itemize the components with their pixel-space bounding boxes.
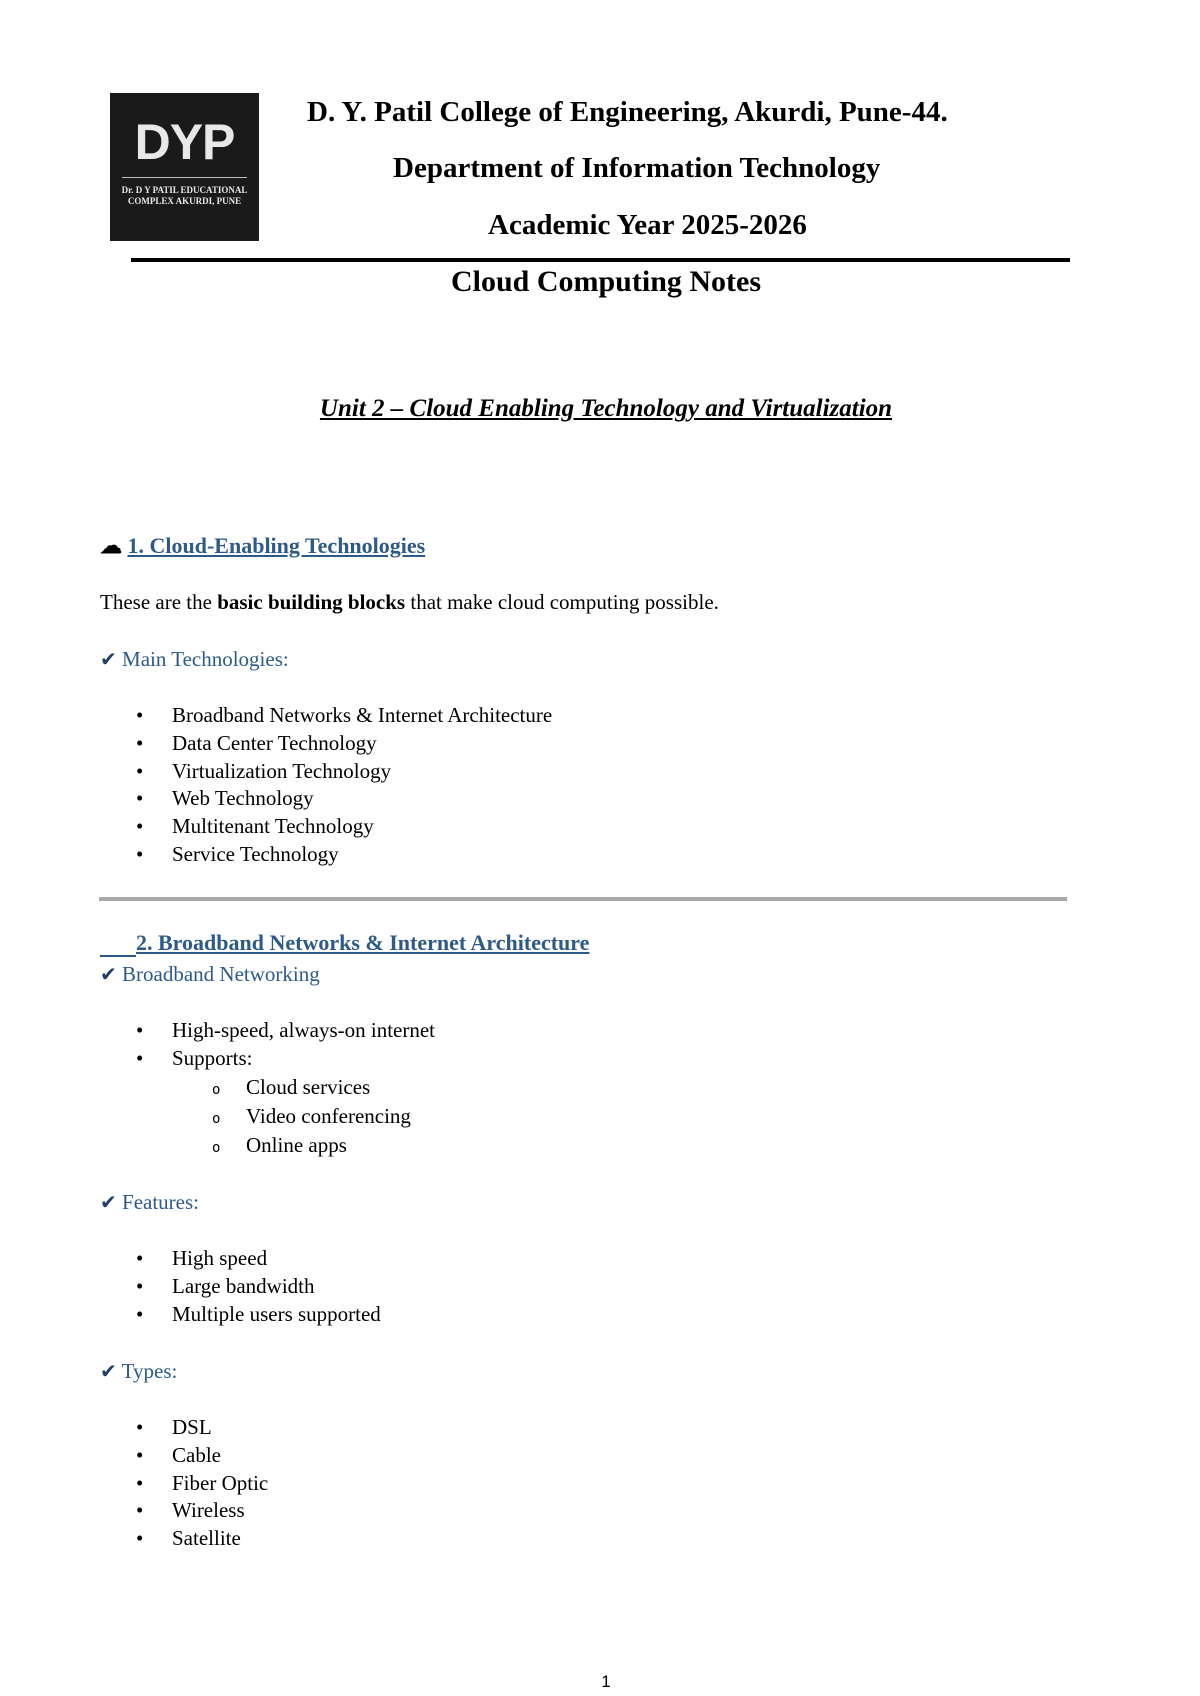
sublist-item: o Cloud services (100, 1073, 411, 1102)
broadband-networking-text: Broadband Networking (122, 962, 320, 986)
section-2-heading-underline-lead (100, 955, 136, 957)
list-item: • Fiber Optic (100, 1470, 268, 1498)
intro-text-bold: basic building blocks (217, 590, 406, 614)
main-technologies-text: Main Technologies: (122, 647, 289, 671)
unit-title: Unit 2 – Cloud Enabling Technology and Virtualization (319, 395, 893, 422)
types-list (100, 1414, 268, 1553)
section-1-heading (100, 532, 425, 560)
main-technologies-list (100, 702, 552, 869)
list-item: • DSL (100, 1414, 268, 1442)
check-mark-icon: ✔ (100, 649, 117, 671)
list-item: • High speed (100, 1245, 381, 1273)
broadband-networking-label (100, 960, 320, 989)
document-title: Cloud Computing Notes (450, 265, 762, 298)
intro-text-start: These are the (100, 590, 218, 614)
list-item: • Large bandwidth (100, 1273, 381, 1301)
features-label (100, 1188, 199, 1217)
college-logo (110, 93, 259, 241)
list-item: • Supports: (100, 1045, 435, 1073)
academic-year: Academic Year 2025-2026 (488, 209, 807, 241)
list-item: • Satellite (100, 1525, 268, 1553)
list-item: • Data Center Technology (100, 730, 552, 758)
list-item: • Virtualization Technology (100, 758, 552, 786)
types-label (100, 1357, 177, 1386)
section-1-heading-link[interactable]: 1. Cloud-Enabling Technologies (127, 533, 426, 558)
list-item: • Multitenant Technology (100, 813, 552, 841)
list-item: • High-speed, always-on internet (100, 1017, 435, 1045)
check-mark-icon: ✔ (100, 1192, 117, 1214)
section-2-heading-link[interactable]: 2. Broadband Networks & Internet Architecture (136, 930, 590, 955)
types-text: Types: (121, 1359, 178, 1383)
features-list (100, 1245, 381, 1328)
main-technologies-label (100, 645, 289, 674)
sublist-item: o Video conferencing (100, 1102, 411, 1131)
intro-text-end: that make cloud computing possible. (405, 590, 719, 614)
logo-subtitle: Dr. D Y PATIL EDUCATIONAL COMPLEX AKURDI, PUNE (121, 185, 248, 206)
list-item: • Cable (100, 1442, 268, 1470)
section-2-heading (136, 929, 589, 957)
list-item: • Broadband Networks & Internet Architecture (100, 702, 552, 730)
list-item: • Multiple users supported (100, 1301, 381, 1329)
college-name: D. Y. Patil College of Engineering, Akurdi, Pune-44. (307, 96, 948, 128)
supports-sublist (100, 1073, 411, 1160)
page-number: 1 (601, 1672, 611, 1691)
section-divider (99, 897, 1067, 901)
list-item: • Service Technology (100, 841, 552, 869)
check-mark-icon: ✔ (100, 964, 117, 986)
header-rule (131, 258, 1070, 262)
logo-mark: DYP (134, 114, 235, 170)
department-name: Department of Information Technology (393, 152, 881, 184)
cloud-icon: ☁ (100, 533, 122, 558)
logo-divider (122, 177, 247, 178)
features-text: Features: (122, 1190, 199, 1214)
section-1-intro (100, 588, 719, 616)
list-item: • Wireless (100, 1497, 268, 1525)
broadband-networking-list (100, 1017, 435, 1073)
list-item: • Web Technology (100, 785, 552, 813)
sublist-item: o Online apps (100, 1131, 411, 1160)
check-mark-icon: ✔ (100, 1361, 117, 1383)
